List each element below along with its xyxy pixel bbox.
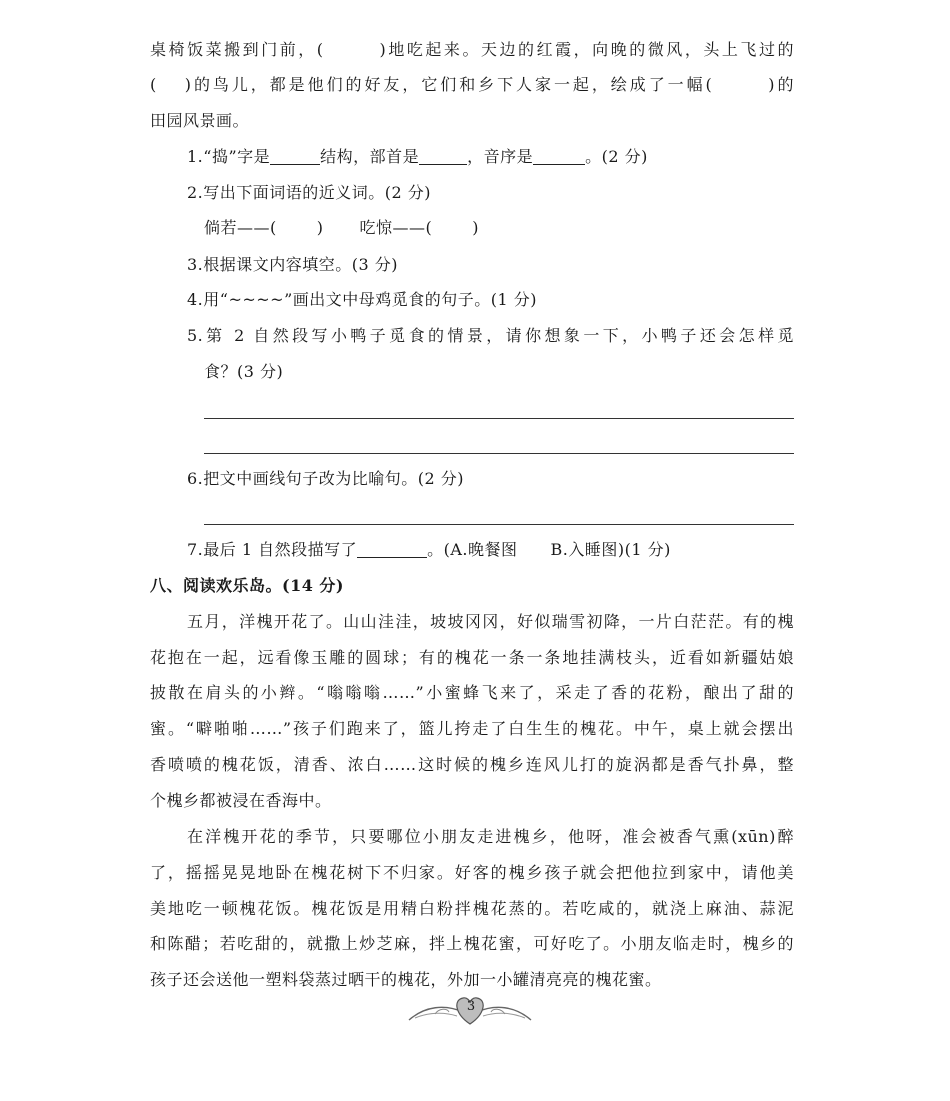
passage-line-3: 田园风景画。 [150, 111, 250, 130]
question-2-words [204, 216, 479, 240]
question-text: 7.最后 1 自然段描写了 [187, 540, 358, 559]
question-2: 2.写出下面词语的近义词。(2 分) [187, 183, 432, 202]
answer-line[interactable] [204, 418, 794, 419]
answer-line[interactable] [204, 453, 794, 454]
question-5-cont: 食？(3 分) [204, 362, 284, 381]
reading-p1-line-1: 五月，洋槐开花了。山山洼洼，坡坡冈冈，好似瑞雪初降，一片白茫茫。有的槐 [187, 612, 794, 631]
reading-p2-line-2: 了，摇摇晃晃地卧在槐花树下不归家。好客的槐乡孩子就会把他拉到家中，请他美 [150, 863, 794, 882]
reading-p2-line-5: 孩子还会送他一塑料袋蒸过晒干的槐花，外加一小罐清亮亮的槐花蜜。 [150, 970, 662, 989]
question-text: 结构，部首是 [320, 147, 420, 166]
page-number: 3 [466, 999, 476, 1014]
answer-blank[interactable] [533, 146, 585, 165]
answer-line[interactable] [204, 524, 794, 525]
reading-p2-line-1: 在洋槐开花的季节，只要哪位小朋友走进槐乡，他呀，准会被香气熏(xūn)醉 [187, 827, 794, 846]
question-7 [187, 538, 671, 562]
passage-line-1 [150, 38, 794, 62]
question-text: 。(A.晚餐图 B.入睡图)(1 分) [427, 540, 671, 559]
word-item: ) [472, 218, 479, 237]
passage-line-2 [150, 73, 794, 97]
reading-p2-line-4: 和陈醋；若吃甜的，就撒上炒芝麻，拌上槐花蜜，可好吃了。小朋友临走时，槐乡的 [150, 934, 794, 953]
reading-p2-line-3: 美地吃一顿槐花饭。槐花饭是用精白粉拌槐花蒸的。若吃咸的，就浇上麻油、蒜泥 [150, 899, 794, 918]
passage-text: 桌椅饭菜搬到门前，( [150, 40, 324, 59]
question-1 [187, 145, 648, 169]
question-text: 。(2 分) [585, 147, 648, 166]
question-5: 5.第 2 自然段写小鸭子觅食的情景，请你想象一下，小鸭子还会怎样觅 [187, 326, 794, 345]
question-3: 3.根据课文内容填空。(3 分) [187, 255, 399, 274]
reading-p1-line-3: 披散在肩头的小辫。“嗡嗡嗡……”小蜜蜂飞来了，采走了香的花粉，酿出了甜的 [150, 683, 794, 702]
passage-text: )的 [768, 75, 794, 94]
word-item: ) [316, 218, 324, 237]
question-4: 4.用“~~~~”画出文中母鸡觅食的句子。(1 分) [187, 290, 538, 309]
question-text: ，音序是 [467, 147, 534, 166]
reading-p1-line-2: 花抱在一起，远看像玉雕的圆球；有的槐花一条一条地挂满枝头，近看如新疆姑娘 [150, 648, 794, 667]
passage-text: )地吃起来。天边的红霞，向晚的微风，头上飞过的 [379, 40, 794, 59]
passage-text: ( [150, 75, 157, 94]
question-text: 1.“捣”字是 [187, 147, 271, 166]
answer-blank[interactable] [357, 539, 427, 558]
word-item: 倘若——( [204, 218, 277, 237]
answer-blank[interactable] [270, 146, 320, 165]
reading-p1-line-5: 香喷喷的槐花饭，清香、浓白……这时候的槐乡连风儿打的旋涡都是香气扑鼻，整 [150, 755, 794, 774]
reading-p1-line-6: 个槐乡都被浸在香海中。 [150, 791, 332, 810]
passage-text: )的鸟儿，都是他们的好友，它们和乡下人家一起，绘成了一幅( [184, 75, 713, 94]
section-8-title: 八、阅读欢乐岛。(14 分) [150, 576, 344, 595]
word-item: 吃惊——( [359, 218, 433, 237]
question-6: 6.把文中画线句子改为比喻句。(2 分) [187, 469, 465, 488]
reading-p1-line-4: 蜜。“噼啪啪……”孩子们跑来了，篮儿挎走了白生生的槐花。中午，桌上就会摆出 [150, 719, 794, 738]
answer-blank[interactable] [419, 146, 467, 165]
